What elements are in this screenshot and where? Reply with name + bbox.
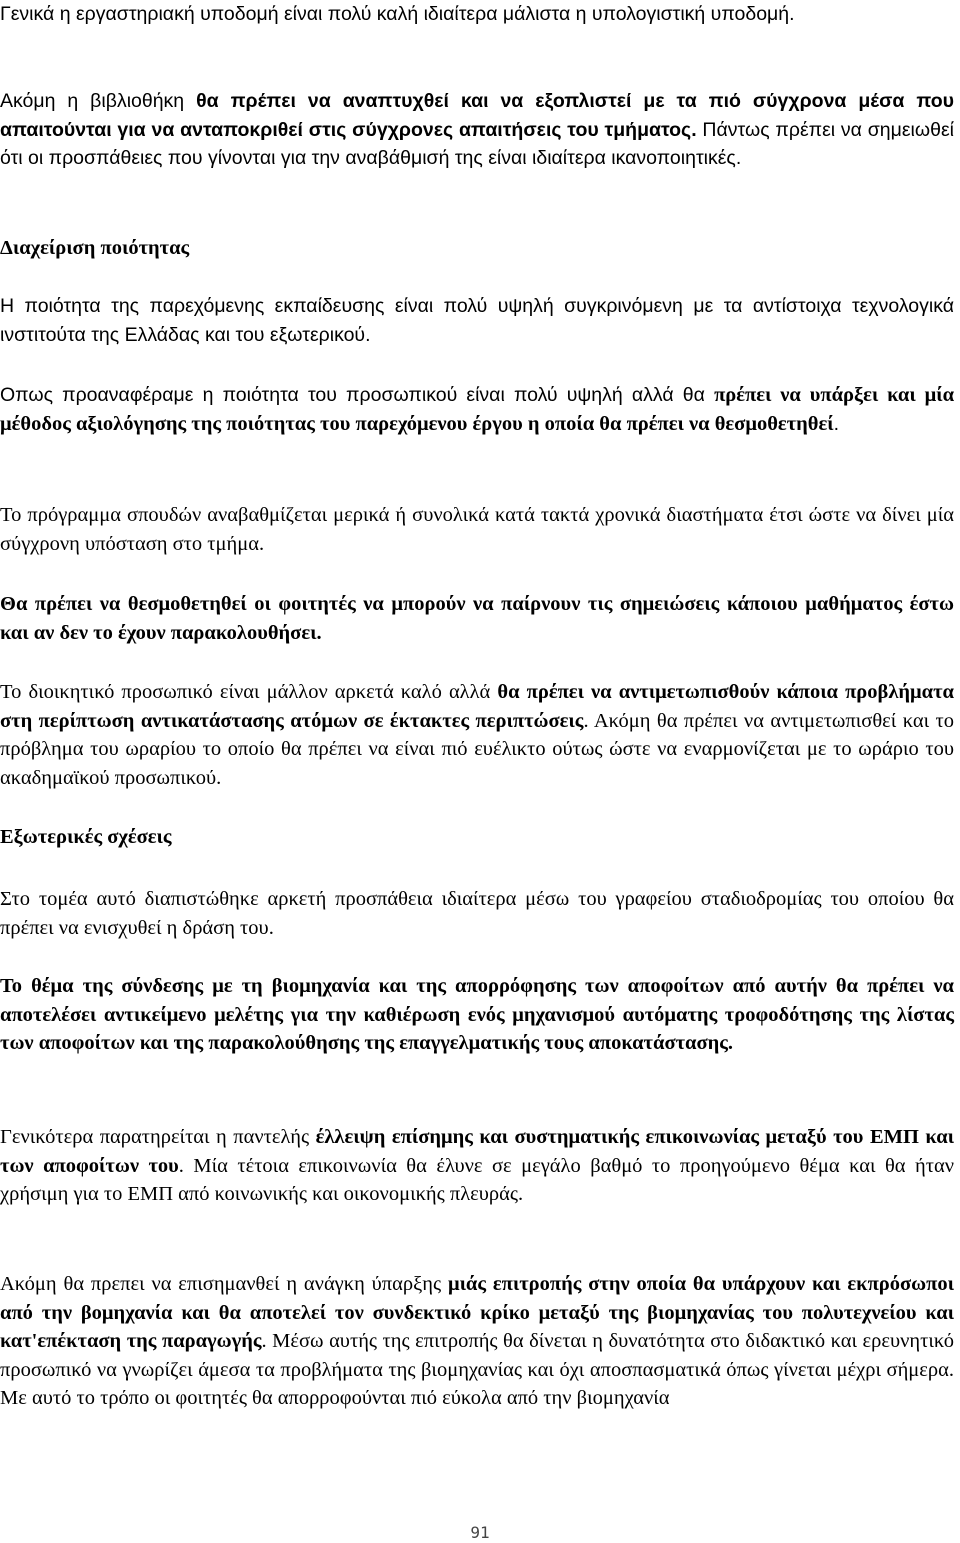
paragraph-curriculum xyxy=(0,501,954,558)
paragraph-education-quality xyxy=(0,292,954,349)
paragraph-text: . Μία τέτοια επικοινωνία θα έλυνε σε μεγάλο βαθμό το προηγούμενο θέμα και θα ήταν χρήσιμη για το ΕΜΠ από κοινωνικής και οικονομικής πλευράς. xyxy=(0,1154,954,1206)
paragraph-text: Στο τομέα αυτό διαπιστώθηκε αρκετή προσπάθεια ιδιαίτερα μέσω του γραφείου σταδιοδρομίας του οποίου θα πρέπει να ενισχυθεί η δράση του. xyxy=(0,888,954,939)
emphasis-text: έλλειψη επίσημης και συστηματικής επικοινωνίας μεταξύ του ΕΜΠ και των αποφοίτων του xyxy=(0,1126,954,1177)
page-number: 91 xyxy=(470,1523,490,1542)
paragraph-lab-infrastructure xyxy=(0,0,954,29)
paragraph-text: Γενικά η εργαστηριακή υποδομή είναι πολύ καλή ιδιαίτερα μάλιστα η υπολογιστική υποδομή. xyxy=(0,3,795,25)
emphasis-text: Θα πρέπει να θεσμοθετηθεί οι φοιτητές να μπορούν να παίρνουν τις σημειώσεις κάποιου μαθήματος έστω και αν δεν το έχουν παρακολουθήσει. xyxy=(0,593,954,644)
paragraph-lecture-notes xyxy=(0,590,954,647)
paragraph-text: Το διοικητικό προσωπικό είναι μάλλον αρκετά καλό αλλά xyxy=(0,681,498,703)
paragraph-text: Ακόμη η βιβλιοθήκη xyxy=(0,90,197,112)
emphasis-text: θα πρέπει να αναπτυχθεί και να εξοπλιστεί με τα πιό σύγχρονα μέσα που απαιτούνται για να ανταποκριθεί στις σύγχρονες απαιτήσεις του τμήματος. xyxy=(0,90,954,141)
emphasis-text: θα πρέπει να αντιμετωπισθούν κάποια προβλήματα στη περίπτωση αντικατάστασης ατόμων σε έκτακτες περιπτώσεις xyxy=(0,681,954,732)
paragraph-text: Ακόμη θα πρεπει να επισημανθεί η ανάγκη ύπαρξης xyxy=(0,1273,448,1295)
emphasis-text: πρέπει να υπάρξει και μία μέθοδος αξιολόγησης της ποιότητας του παρεχόμενου έργου η οποία θα πρέπει να θεσμοθετηθεί xyxy=(0,384,955,435)
paragraph-industry-link xyxy=(0,972,954,1058)
emphasis-text: Το θέμα της σύνδεσης με τη βιομηχανία και της απορρόφησης των αποφοίτων από αυτήν θα πρέπει να αποτελέσει αντικείμενο μελέτης για την καθιέρωση ενός μηχανισμού αυτόματης τροφοδότησης της λίστας των αποφοίτων και της παρακολούθησης της επαγγελματικής τους αποκατάστασης. xyxy=(0,975,954,1055)
paragraph-text: . xyxy=(833,412,839,435)
paragraph-library xyxy=(0,87,954,173)
paragraph-staff-quality xyxy=(0,381,954,438)
paragraph-alumni-communication xyxy=(0,1123,954,1209)
paragraph-career-office xyxy=(0,885,954,942)
section-heading-quality: Διαχείριση ποιότητας xyxy=(0,237,190,259)
paragraph-text: Γενικότερα παρατηρείται η παντελής xyxy=(0,1126,316,1148)
paragraph-text: . Μέσω αυτής της επιτροπής θα δίνεται η δυνατότητα στο διδακτικό και ερευνητικό προσωπικό να γνωρίζει άμεσα τα προβλήματα της βιομηχανίας και όχι αποσπασματικά όπως γίνεται μέχρι σήμερα. Με αυτό το τρόπο οι φοιτητές θα απορροφούνται πιό εύκολα από την βιομηχανία xyxy=(0,1330,954,1410)
emphasis-text: μιάς επιτροπής στην οποία θα υπάρχουν και εκπρόσωποι από την βομηχανία και θα αποτελεί τον συνδεκτικό κρίκο μεταξύ της βιομηχανίας του πολυτεχνείου και κατ'επέκταση της παραγωγής xyxy=(0,1273,954,1353)
section-heading-external-relations: Εξωτερικές σχέσεις xyxy=(0,826,172,848)
paragraph-text: Το πρόγραμμα σπουδών αναβαθμίζεται μερικά ή συνολικά κατά τακτά χρονικά διαστήματα έτσι ώστε να δίνει μία σύγχρονη υπόσταση στο τμήμα. xyxy=(0,504,954,555)
paragraph-industry-committee xyxy=(0,1270,954,1413)
paragraph-text: . Ακόμη θα πρέπει να αντιμετωπισθεί και το πρόβλημα του ωραρίου το οποίο θα πρέπει να είναι πιό ευέλικτο ούτως ώστε να εναρμονίζεται με το ωράριο του ακαδημαϊκού προσωπικού. xyxy=(0,709,954,789)
paragraph-text: Η ποιότητα της παρεχόμενης εκπαίδευσης είναι πολύ υψηλή συγκρινόμενη με τα αντίστοιχα τεχνολογικά ινστιτούτα της Ελλάδας και του εξωτερικού. xyxy=(0,295,954,346)
paragraph-text: Οπως προαναφέραμε η ποιότητα του προσωπικού είναι πολύ υψηλή αλλά θα xyxy=(0,384,715,406)
paragraph-text: Πάντως πρέπει να σημειωθεί ότι οι προσπάθειες που γίνονται για την αναβάθμισή της είναι ιδιαίτερα ικανοποιητικές. xyxy=(0,118,954,170)
paragraph-administrative-staff xyxy=(0,678,954,792)
